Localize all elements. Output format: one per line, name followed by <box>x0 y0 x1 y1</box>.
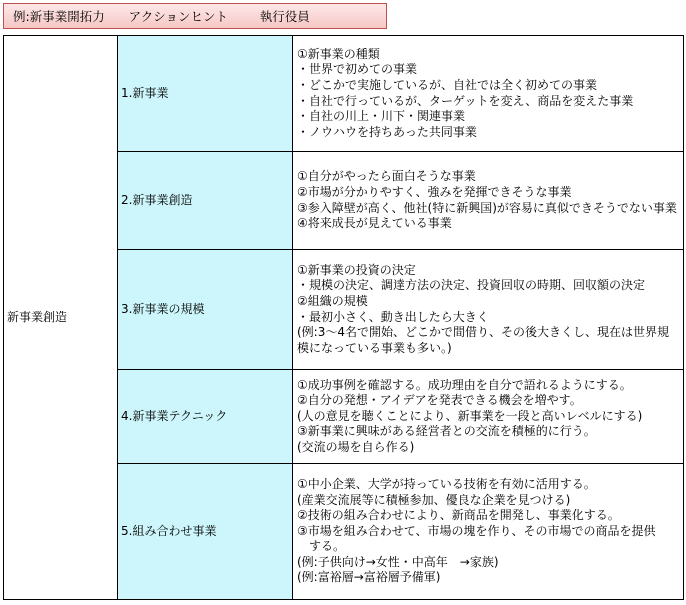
content-line: (人の意見を聴くことにより、新事業を一段と高いレベルにする) <box>297 408 643 423</box>
content-line: ・自社の川上・川下・関連事業 <box>297 109 466 124</box>
content-line: ・最初小さく、動き出したら大きく <box>297 309 489 324</box>
row-content <box>293 36 684 152</box>
content-line: ②技術の組み合わせにより、新商品を開発し、事業化する。 <box>297 508 620 523</box>
row-content <box>293 250 684 370</box>
content-line: ①中小企業、大学が持っている技術を有効に活用する。 <box>297 476 596 491</box>
content-line: ③参入障壁が高く、他社(特に新興国)が容易に真似できそうでない事業 <box>297 200 677 215</box>
content-line: ・どこかで実施しているが、自社では全く初めての事業 <box>297 77 598 92</box>
content-line: ②自分の発想・アイデアを発表できる機会を増やす。 <box>297 393 582 408</box>
row-title: 1.新事業 <box>118 36 293 152</box>
header-section: アクションヒント <box>128 9 228 24</box>
content-line: ③市場を組み合わせて、市場の塊を作り、その市場での商品を提供 <box>297 523 656 538</box>
content-line: (例:富裕層→富裕層予備軍) <box>297 570 441 585</box>
content-line: ・規模の決定、調達方法の決定、投資回収の時期、回収額の決定 <box>297 278 646 293</box>
content-line: (交流の場を自ら作る) <box>297 439 415 454</box>
row-title: 3.新事業の規模 <box>118 250 293 370</box>
content-line: ①新事業の種類 <box>297 46 380 61</box>
content-line: する。 <box>309 539 346 554</box>
content-line: ①新事業の投資の決定 <box>297 262 416 277</box>
content-line: ②市場が分かりやすく、強みを発揮できそうな事業 <box>297 184 572 199</box>
content-line: ・ノウハウを持ちあった共同事業 <box>297 124 477 139</box>
row-content <box>293 152 684 250</box>
content-line: (例:子供向け→女性・中高年 →家族) <box>297 554 499 569</box>
content-line: (例:3〜4名で開始、どこかで間借り、その後大きくし、現在は世界規模になっている事業も多い。) <box>297 325 669 355</box>
table-row <box>4 36 684 152</box>
content-line: ②組織の規模 <box>297 293 368 308</box>
category-cell: 新事業創造 <box>4 36 118 600</box>
content-line: ④将来成長が見えている事業 <box>297 216 452 231</box>
action-hint-table <box>3 35 684 600</box>
header-role: 執行役員 <box>259 9 310 24</box>
header-prefix: 例:新事業開拓力 <box>13 9 105 24</box>
content-line: (産業交流展等に積極参加、優良な企業を見つける) <box>297 492 571 507</box>
content-line: ①成功事例を確認する。成功理由を自分で語れるようにする。 <box>297 377 632 392</box>
row-title: 5.組み合わせ事業 <box>118 464 293 600</box>
row-content <box>293 370 684 464</box>
page-header <box>3 3 387 29</box>
content-line: ・自社で行っているが、ターゲットを変え、商品を変えた事業 <box>297 93 634 108</box>
row-title: 4.新事業テクニック <box>118 370 293 464</box>
content-line: ③新事業に興味がある経営者との交流を積極的に行う。 <box>297 424 596 439</box>
row-content <box>293 464 684 600</box>
content-line: ①自分がやったら面白そうな事業 <box>297 169 476 184</box>
row-title: 2.新事業創造 <box>118 152 293 250</box>
content-line: ・世界で初めての事業 <box>297 62 418 77</box>
